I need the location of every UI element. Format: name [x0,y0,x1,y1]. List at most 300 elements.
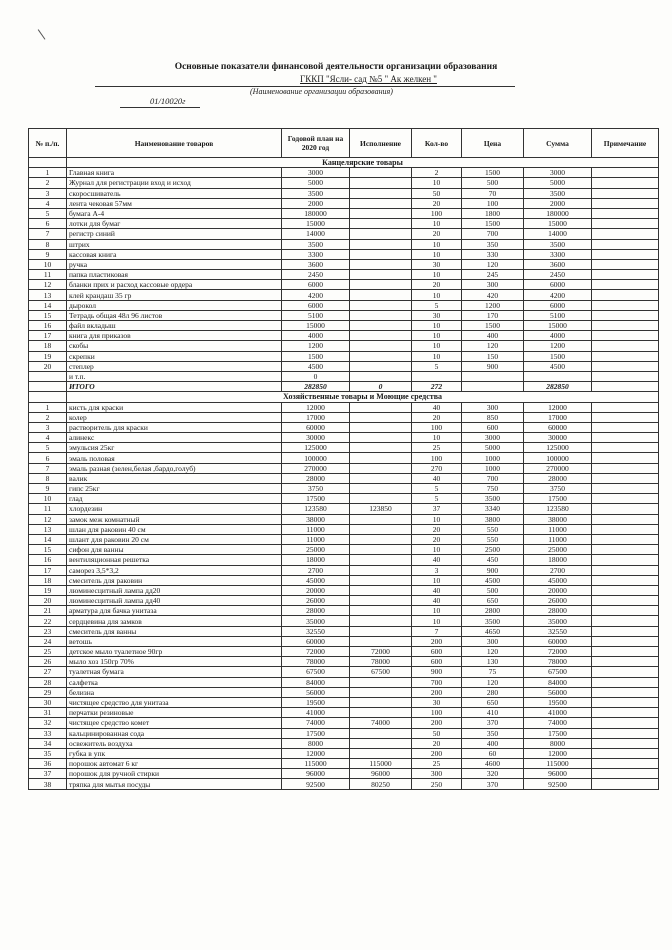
note-cell [592,575,659,585]
table-cell [350,280,412,290]
table-cell: 123850 [350,504,412,514]
section-cell [29,158,67,168]
table-cell: 5 [29,208,67,218]
table-cell: 18000 [524,555,592,565]
table-cell: алинекс [67,433,282,443]
table-cell [350,494,412,504]
table-cell: 180000 [282,208,350,218]
organization-note: (Наименование организации образования) [250,87,393,96]
table-cell: 1800 [462,208,524,218]
table-cell: 36 [29,759,67,769]
table-cell: туалетная бумага [67,667,282,677]
table-cell: 10 [412,575,462,585]
table-cell: 67500 [350,667,412,677]
table-cell: 12000 [524,402,592,412]
table-cell: 10 [412,290,462,300]
table-cell: 10 [412,616,462,626]
table-cell [350,208,412,218]
table-cell [350,239,412,249]
note-cell [592,494,659,504]
table-cell: 20 [412,198,462,208]
note-cell [592,321,659,331]
document-date: 01/10020г [150,96,186,106]
table-cell: 130 [462,657,524,667]
table-cell [350,606,412,616]
table-cell [350,361,412,371]
table-cell: 25000 [524,545,592,555]
table-cell: 16 [29,321,67,331]
table-cell: 20 [412,412,462,422]
table-cell: валик [67,473,282,483]
note-cell [592,208,659,218]
table-cell: губка в упк [67,748,282,758]
table-row [29,677,659,687]
table-cell [350,484,412,494]
table-cell [462,371,524,381]
table-cell: 100 [412,208,462,218]
section-cell [29,392,67,402]
table-cell [350,677,412,687]
table-cell: гипс 25кг [67,484,282,494]
table-cell: 28000 [524,606,592,616]
table-cell: 15000 [282,321,350,331]
note-cell [592,361,659,371]
table-cell: 20 [412,534,462,544]
table-cell: 10 [412,606,462,616]
note-cell [592,280,659,290]
note-cell [592,178,659,188]
table-cell: 400 [462,738,524,748]
table-cell [350,514,412,524]
table-cell: эмаль разная (зелен,белая ,бардо,голуб) [67,463,282,473]
table-cell: чистящее средство для унитаза [67,697,282,707]
table-cell [350,463,412,473]
note-cell [592,667,659,677]
table-cell: 1000 [462,453,524,463]
note-cell [592,718,659,728]
table-cell: 900 [412,667,462,677]
table-cell: 92500 [524,779,592,789]
table-row [29,198,659,208]
table-cell: 4650 [462,626,524,636]
table-cell: 3750 [524,484,592,494]
table-cell: хлордезин [67,504,282,514]
table-cell [350,402,412,412]
table-cell: 700 [412,677,462,687]
table-cell: 12 [29,514,67,524]
note-cell [592,219,659,229]
table-cell: 22 [29,616,67,626]
table-cell: 14000 [524,229,592,239]
table-cell: 30 [412,259,462,269]
table-cell: 72000 [350,647,412,657]
table-cell: 17 [29,565,67,575]
table-cell [350,310,412,320]
table-cell: степлер [67,361,282,371]
table-cell: 32550 [282,626,350,636]
table-cell: 0 [282,371,350,381]
table-cell: 15 [29,545,67,555]
table-cell [350,626,412,636]
table-cell: 282850 [524,382,592,392]
table-cell: 20 [412,524,462,534]
table-row [29,341,659,351]
table-cell: 30 [412,310,462,320]
table-cell [350,178,412,188]
table-cell: 300 [462,636,524,646]
table-cell: мыло хоз 150гр 70% [67,657,282,667]
table-cell: 2 [412,168,462,178]
table-cell: 4200 [524,290,592,300]
table-cell: 14 [29,300,67,310]
table-cell: 600 [462,422,524,432]
table-cell: 7 [29,463,67,473]
table-cell: 10 [29,494,67,504]
table-row [29,565,659,575]
table-cell: 4600 [462,759,524,769]
table-cell: бумага А-4 [67,208,282,218]
table-cell: кисть для краски [67,402,282,412]
table-row [29,585,659,595]
table-row [29,484,659,494]
table-cell: 100 [412,422,462,432]
table-cell: кассовая книга [67,249,282,259]
table-cell: 115000 [350,759,412,769]
table-row [29,596,659,606]
table-cell [350,331,412,341]
table-cell: 270000 [524,463,592,473]
table-cell: 370 [462,779,524,789]
table-cell: люминесцитный лампа дд20 [67,585,282,595]
table-row [29,575,659,585]
table-cell: 3340 [462,504,524,514]
table-cell [350,708,412,718]
table-cell: 60000 [282,636,350,646]
table-cell: 5 [412,361,462,371]
finance-table [28,128,659,790]
table-cell [350,687,412,697]
table-cell [350,422,412,432]
table-row [29,779,659,789]
table-cell: 60000 [524,636,592,646]
note-cell [592,168,659,178]
table-cell: 37 [29,769,67,779]
table-cell: 11000 [282,534,350,544]
table-cell: 20000 [524,585,592,595]
table-row [29,759,659,769]
table-cell: 12000 [282,402,350,412]
note-cell [592,687,659,697]
table-cell: 67500 [282,667,350,677]
table-row [29,280,659,290]
table-cell: 70 [462,188,524,198]
table-cell: 92500 [282,779,350,789]
note-cell [592,657,659,667]
table-row [29,769,659,779]
table-cell: глад [67,494,282,504]
note-cell [592,738,659,748]
table-cell: 20000 [282,585,350,595]
column-header: Цена [462,129,524,158]
table-cell: 100 [412,708,462,718]
table-cell [350,728,412,738]
table-cell: ветошь [67,636,282,646]
table-cell: 96000 [282,769,350,779]
table-cell: 350 [462,239,524,249]
table-cell: 150 [462,351,524,361]
note-cell [592,748,659,758]
table-cell: 40 [412,596,462,606]
note-cell [592,779,659,789]
table-cell: 850 [462,412,524,422]
table-cell: 3500 [524,239,592,249]
table-cell: 72000 [524,647,592,657]
table-row [29,321,659,331]
table-cell: смеситель для раковин [67,575,282,585]
note-cell [592,473,659,483]
table-row [29,697,659,707]
table-cell: растворитель для краски [67,422,282,432]
table-cell: 320 [462,769,524,779]
table-row [29,402,659,412]
table-cell: 5 [29,443,67,453]
table-cell: 37 [412,504,462,514]
table-cell: 370 [462,718,524,728]
table-row [29,361,659,371]
table-cell: 5 [412,494,462,504]
table-cell: 282850 [282,382,350,392]
table-cell: 10 [412,545,462,555]
table-cell: 10 [412,433,462,443]
table-cell: бланки прих и расход кассовые ордера [67,280,282,290]
table-cell [350,300,412,310]
note-cell [592,453,659,463]
table-cell [350,596,412,606]
table-cell: 410 [462,708,524,718]
table-cell: 26000 [524,596,592,606]
table-cell: салфетка [67,677,282,687]
table-cell: 120 [462,677,524,687]
table-row [29,290,659,300]
table-cell: 6000 [524,280,592,290]
table-cell: 72000 [282,647,350,657]
table-cell: 78000 [524,657,592,667]
note-cell [592,259,659,269]
table-cell: 200 [412,748,462,758]
table-row [29,453,659,463]
table-cell: скобы [67,341,282,351]
table-cell: 100 [412,453,462,463]
table-cell: Журнал для регистрации вход и исход [67,178,282,188]
table-cell: порошок для ручной стирки [67,769,282,779]
table-cell: лотки для бумаг [67,219,282,229]
note-cell [592,422,659,432]
table-cell: 8 [29,473,67,483]
table-cell [524,371,592,381]
table-cell: 4000 [524,331,592,341]
table-cell: 3000 [462,433,524,443]
table-cell: 19 [29,351,67,361]
table-cell: 900 [462,361,524,371]
table-cell: 2800 [462,606,524,616]
table-cell: 17000 [524,412,592,422]
table-cell: вентиляционная решетка [67,555,282,565]
note-cell [592,239,659,249]
table-cell: 600 [412,647,462,657]
table-cell: 24 [29,636,67,646]
table-cell: 28000 [282,606,350,616]
table-cell: 350 [462,728,524,738]
note-cell [592,198,659,208]
table-cell: порошок автомат 6 кг [67,759,282,769]
table-cell: детское мыло туалетное 90гр [67,647,282,657]
table-cell: 18 [29,341,67,351]
table-cell: 6 [29,453,67,463]
table-cell [350,453,412,463]
note-cell [592,290,659,300]
note-cell [592,708,659,718]
table-cell: 30 [29,697,67,707]
table-row [29,443,659,453]
table-cell: 3 [29,188,67,198]
table-cell: 5100 [282,310,350,320]
column-header: Сумма [524,129,592,158]
table-row [29,555,659,565]
note-cell [592,626,659,636]
table-cell: 650 [462,697,524,707]
table-cell [350,616,412,626]
table-cell: 123580 [524,504,592,514]
table-cell: перчатки резиновые [67,708,282,718]
table-cell: сифон для ванны [67,545,282,555]
table-cell: 3600 [282,259,350,269]
table-cell: смеситель для ванны [67,626,282,636]
table-cell: 170 [462,310,524,320]
table-cell: 8000 [282,738,350,748]
table-cell: 11000 [524,534,592,544]
section-title: Хозяйственные товары и Моющие средства [67,392,659,402]
note-cell [592,310,659,320]
table-cell: 100 [462,198,524,208]
table-cell: 250 [412,779,462,789]
table-cell: 60000 [282,422,350,432]
table-cell: 3600 [524,259,592,269]
table-cell: 75 [462,667,524,677]
table-cell: 4 [29,198,67,208]
table-cell: 26 [29,657,67,667]
table-cell: 7 [412,626,462,636]
table-cell: 10 [412,351,462,361]
table-cell: белизна [67,687,282,697]
table-cell: 25 [29,647,67,657]
table-row [29,514,659,524]
table-cell: 200 [412,636,462,646]
table-cell: 96000 [350,769,412,779]
table-cell: 11 [29,270,67,280]
table-cell [350,534,412,544]
table-cell: 78000 [282,657,350,667]
table-row [29,738,659,748]
table-cell: 1200 [282,341,350,351]
table-row [29,300,659,310]
note-cell [592,514,659,524]
note-cell [592,585,659,595]
table-cell: 2500 [462,545,524,555]
note-cell [592,565,659,575]
table-cell: 450 [462,555,524,565]
table-cell: 6000 [282,280,350,290]
table-cell: 25 [412,443,462,453]
table-cell: 2450 [282,270,350,280]
table-cell: 10 [412,219,462,229]
table-cell: колер [67,412,282,422]
table-row [29,351,659,361]
table-cell: 120 [462,259,524,269]
table-cell: 180000 [524,208,592,218]
header-row [29,129,659,158]
note-cell [592,433,659,443]
note-cell [592,270,659,280]
table-cell: 9 [29,249,67,259]
table-cell: 9 [29,484,67,494]
table-cell: 15 [29,310,67,320]
table-cell [350,249,412,259]
table-row [29,463,659,473]
table-cell: 2000 [524,198,592,208]
table-cell: 40 [412,555,462,565]
table-row [29,687,659,697]
table-cell: 40 [412,402,462,412]
table-cell: 2450 [524,270,592,280]
table-cell: 10 [412,270,462,280]
table-cell: 17500 [524,494,592,504]
section-row [29,392,659,402]
table-cell: ручка [67,259,282,269]
note-cell [592,606,659,616]
note-cell [592,677,659,687]
table-cell: люминесцитный лампа дд40 [67,596,282,606]
table-cell: 1500 [524,351,592,361]
table-cell: 3500 [524,188,592,198]
table-cell: скоросшиватель [67,188,282,198]
table-cell: 4 [29,433,67,443]
note-cell [592,636,659,646]
table-cell: 4200 [282,290,350,300]
note-cell [592,769,659,779]
table-cell: 10 [412,178,462,188]
table-cell: 35000 [282,616,350,626]
table-cell: 10 [29,259,67,269]
note-cell [592,697,659,707]
table-cell: 100000 [282,453,350,463]
table-row [29,728,659,738]
table-cell: 200 [412,687,462,697]
table-cell: 7 [29,229,67,239]
table-cell: кальцинированная сода [67,728,282,738]
table-cell: 1 [29,168,67,178]
table-cell: 200 [412,718,462,728]
table-row [29,534,659,544]
table-row [29,657,659,667]
table-cell: арматура для бачка унитаза [67,606,282,616]
table-row [29,647,659,657]
table-cell: 13 [29,524,67,534]
table-cell: 45000 [524,575,592,585]
document-title: Основные показатели финансовой деятельности организации образования [174,62,498,72]
table-cell: 12 [29,280,67,290]
table-cell: 750 [462,484,524,494]
table-cell: 125000 [282,443,350,453]
